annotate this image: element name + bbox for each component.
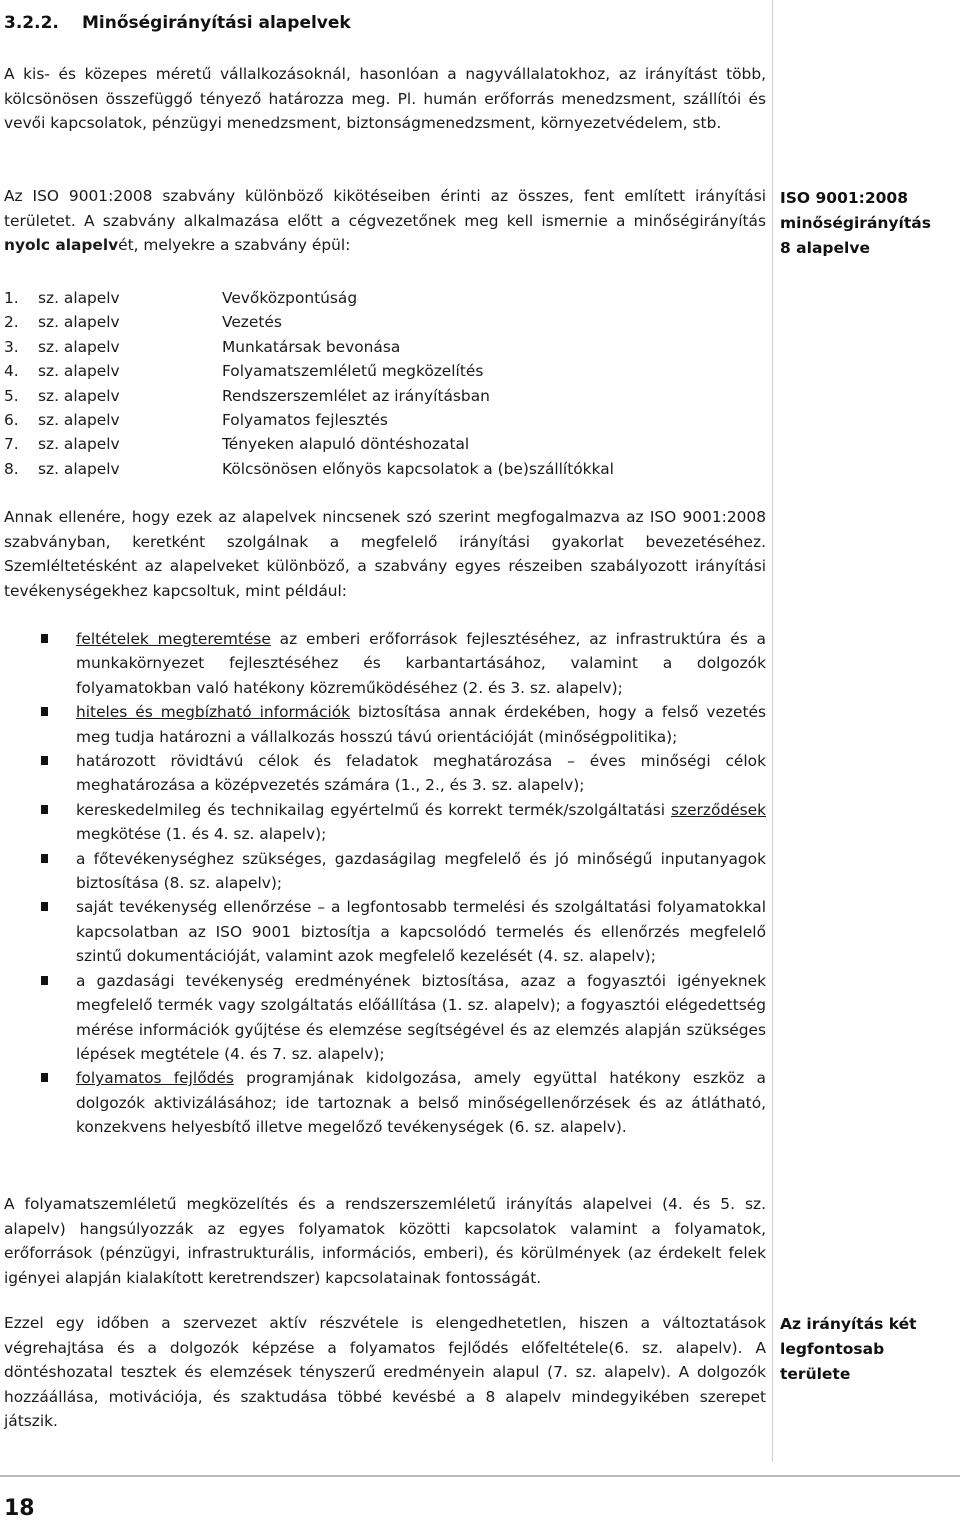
list-item: kereskedelmileg és technikailag egyértelmű és korrekt termék/szolgáltatási szerződések megkötése (1. és 4. sz. alapelv);	[4, 798, 766, 847]
list-item: 5. sz. alapelv Rendszerszemlélet az irányításban	[4, 386, 490, 405]
process-paragraph: A folyamatszemléletű megközelítés és a rendszerszemléletű irányítás alapelvei (4. és 5. sz. alapelv) hangsúlyozzák az egyes folyamatok közötti kapcsolatok valamint a folyamatok, erőforrások (pénzügyi, infrastrukturális, információs, emberi), és körülmények (az érdekelt felek igényei alapján kialakított keretrendszer) kapcsolatainak fontosságát.	[4, 1195, 766, 1287]
list-item: határozott rövidtávú célok és feladatok meghatározása – éves minőségi célok meghatározása a középvezetés számára (1., 2., és 3. sz. alapelv);	[4, 749, 766, 798]
bullet-list	[4, 627, 766, 1140]
list-item: a főtevékenységhez szükséges, gazdaságilag megfelelő és jó minőségű inputanyagok biztosítása (8. sz. alapelv);	[4, 847, 766, 896]
bullet-square-icon	[41, 756, 48, 765]
bold-term: nyolc alapelv	[4, 236, 119, 254]
bullet-square-icon	[41, 854, 48, 863]
list-item: folyamatos fejlődés programjának kidolgozása, amely együttal hatékony eszköz a dolgozók aktivizálásához; ide tartoznak a belső minőségellenőrzések és az átlátható, konzekvens helyesbítő illetve megelőző tevékenységek (6. sz. alapelv).	[4, 1066, 766, 1139]
principles-list	[4, 286, 766, 481]
list-item: a gazdasági tevékenység eredményének biztosítása, azaz a fogyasztói igényeknek megfelelő termék vagy szolgáltatás előállítása (1. sz. alapelv); a fogyasztói elégedettség mérése információk gyűjtése és elemzése segítségével és az elemzés alapján szükséges lépések megtétele (4. és 7. sz. alapelv);	[4, 969, 766, 1067]
list-item: saját tevékenység ellenőrzése – a legfontosabb termelési és szolgáltatási folyamatokkal kapcsolatban az ISO 9001 biztosítja a kapcsolódó termelés és ellenőrzés megfelelő szintű dokumentációját, valamint azok megfelelő kezelését (4. sz. alapelv);	[4, 895, 766, 968]
bullet-square-icon	[41, 634, 48, 643]
list-item: 3. sz. alapelv Munkatársak bevonása	[4, 337, 401, 356]
margin-divider	[772, 0, 773, 1462]
section-number: 3.2.2.	[4, 13, 59, 33]
list-item: hiteles és megbízható információk biztosítása annak érdekében, hogy a felső vezetés meg tudja határozni a vállalkozás hosszú távú orientációját (minőségpolitika);	[4, 700, 766, 749]
list-item: 1. sz. alapelv Vevőközpontúság	[4, 289, 358, 307]
list-item: 4. sz. alapelv Folyamatszemléletű megközelítés	[4, 362, 484, 381]
participation-paragraph: Ezzel egy időben a szervezet aktív részvétele is elengedhetetlen, hiszen a változtatások végrehajtása és a dolgozók képzése a folyamatos fejlődés előfeltétele(6. sz. alapelv). A döntéshozatal tesztek és elemzések tényszerű eredményein alapul (7. sz. alapelv). A dolgozók hozzáállása, motivációja, és szaktudása többé kevésbé a 8 alapelv mindegyikében szerepet játszik.	[4, 1314, 766, 1430]
page-number: 18	[4, 1496, 35, 1521]
list-item: 7. sz. alapelv Tényeken alapuló döntéshozatal	[4, 435, 470, 454]
side-note-principles: ISO 9001:2008 minőségirányítás 8 alapelve	[780, 189, 931, 257]
list-item: feltételek megteremtése az emberi erőforrások fejlesztéséhez, az infrastruktúra és a munkakörnyezet fejlesztéséhez és karbantartásához, valamint a dolgozók folyamatokban való hatékony közreműködéséhez (2. és 3. sz. alapelv);	[4, 627, 766, 700]
section-heading	[4, 13, 351, 33]
bullet-square-icon	[41, 707, 48, 716]
bullet-square-icon	[41, 805, 48, 814]
intro-paragraph: A kis- és közepes méretű vállalkozásoknál, hasonlóan a nagyvállalatokhoz, az irányítást több, kölcsönösen összefüggő tényező határozza meg. Pl. humán erőforrás menedzsment, szállítói és vevői kapcsolatok, pénzügyi menedzsment, biztonságmenedzsment, környezetvédelem, stb.	[4, 65, 766, 132]
footer-divider	[0, 1475, 960, 1477]
section-title: Minőségirányítási alapelvek	[82, 13, 351, 33]
iso-paragraph: Az ISO 9001:2008 szabvány különböző kikötéseiben érinti az összes, fent említett irányítási területet. A szabvány alkalmazása előtt a cégvezetőnek meg kell ismernie a minőségirányítás nyolc alapelvét, melyekre a szabvány épül:	[4, 187, 766, 254]
example-paragraph: Annak ellenére, hogy ezek az alapelvek nincsenek szó szerint megfogalmazva az ISO 9001:2008 szabványban, keretként szolgálnak a megfelelő irányítási gyakorlat bevezetéséhez. Szemléltetésként az alapelveket különböző, a szabvány egyes részeiben szabályozott irányítási tevékenységekhez kapcsoltuk, mint például:	[4, 508, 766, 600]
bullet-square-icon	[41, 1073, 48, 1082]
bullet-square-icon	[41, 902, 48, 911]
side-note-areas: Az irányítás két legfontosab területe	[780, 1315, 917, 1383]
bullet-square-icon	[41, 976, 48, 985]
list-item: 2. sz. alapelv Vezetés	[4, 313, 282, 332]
list-item: 6. sz. alapelv Folyamatos fejlesztés	[4, 411, 388, 430]
list-item: 8. sz. alapelv Kölcsönösen előnyös kapcsolatok a (be)szállítókkal	[4, 459, 614, 478]
